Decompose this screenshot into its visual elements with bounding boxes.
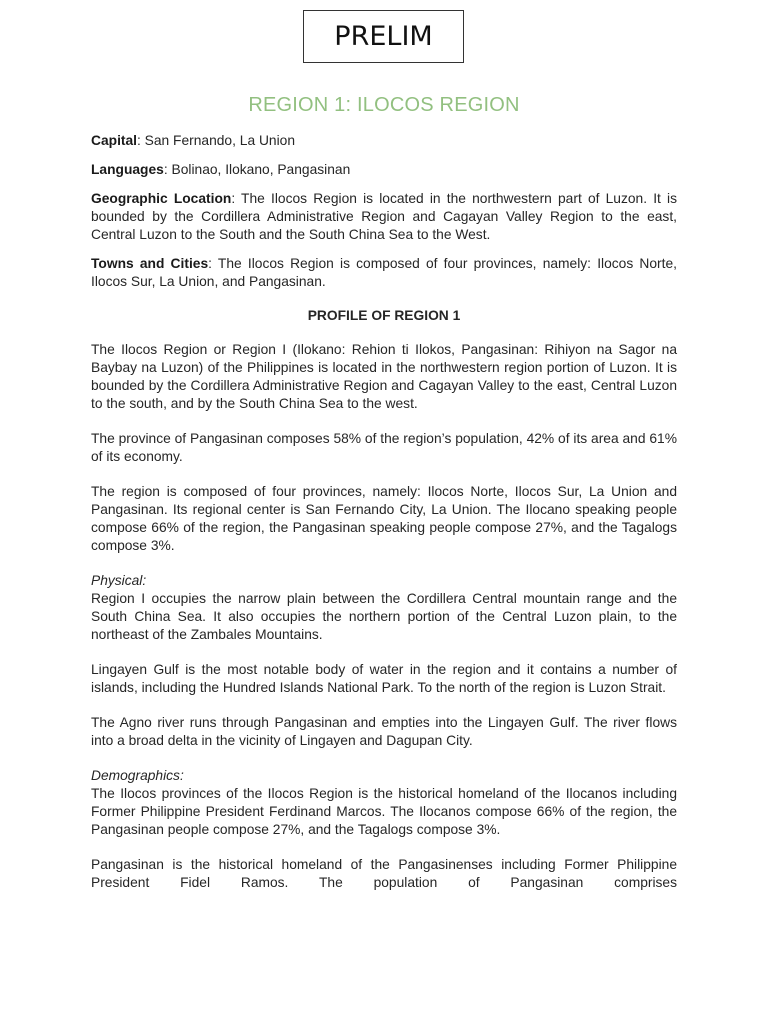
profile-paragraph: The province of Pangasinan composes 58% of the region’s population, 42% of its area and 61% of its economy.	[91, 431, 677, 464]
physical-paragraph: Region I occupies the narrow plain between the Cordillera Central mountain range and the South China Sea. It also occupies the northern portion of the Central Luzon plain, to the northeast of the Zambales Mountains.	[91, 591, 677, 642]
prelim-label-box	[303, 10, 464, 63]
fact-languages	[91, 161, 677, 179]
fact-towns-and-cities	[91, 255, 677, 291]
fact-geographic-location	[91, 190, 677, 244]
physical-heading: Physical:	[91, 573, 147, 588]
fact-text: : San Fernando, La Union	[137, 133, 296, 148]
demographics-paragraph: Pangasinan is the historical homeland of the Pangasinenses including Former Philippine President Fidel Ramos. The population of Pangasinan comprises	[91, 857, 677, 890]
profile-paragraph: The region is composed of four provinces, namely: Ilocos Norte, Ilocos Sur, La Union and Pangasinan. Its regional center is San Fernando City, La Union. The Ilocano speaking people compose 66% of the region, the Pangasinan speaking people compose 27%, and the Tagalogs compose 3%.	[91, 484, 677, 553]
demographics-paragraph: The Ilocos provinces of the Ilocos Region is the historical homeland of the Ilocanos including Former Philippine President Ferdinand Marcos. The Ilocanos compose 66% of the region, the Pangasinan people compose 27%, and the Tagalogs compose 3%.	[91, 786, 677, 837]
fact-text: : The Ilocos Region is composed of four provinces, namely: Ilocos Norte, Ilocos Sur, La Union, and Pangasinan.	[91, 256, 677, 289]
fact-text: : The Ilocos Region is located in the northwestern part of Luzon. It is bounded by the Cordillera Administrative Region and Cagayan Valley Region to the east, Central Luzon to the South and the South China Sea to the West.	[91, 191, 677, 242]
fact-capital	[91, 132, 677, 150]
physical-paragraph: The Agno river runs through Pangasinan and empties into the Lingayen Gulf. The river flows into a broad delta in the vicinity of Lingayen and Dagupan City.	[91, 715, 677, 748]
fact-label: Languages	[91, 162, 164, 177]
demographics-heading: Demographics:	[91, 768, 184, 783]
profile-heading: PROFILE OF REGION 1	[307, 308, 461, 323]
profile-paragraph: The Ilocos Region or Region I (Ilokano: Rehion ti Ilokos, Pangasinan: Rihiyon na Sagor na Baybay na Luzon) of the Philippines is located in the northwestern region portion of Luzon. It is bounded by the Cordillera Administrative Region and Cagayan Valley to the east, Central Luzon to the south, and by the South China Sea to the west.	[91, 342, 677, 411]
fact-label: Towns and Cities	[91, 256, 209, 271]
physical-paragraph: Lingayen Gulf is the most notable body of water in the region and it contains a number of islands, including the Hundred Islands National Park. To the north of the region is Luzon Strait.	[91, 662, 677, 695]
prelim-label: PRELIM	[334, 21, 433, 52]
document-body	[91, 132, 677, 892]
fact-label: Geographic Location	[91, 191, 232, 206]
fact-label: Capital	[91, 133, 137, 148]
page-title: REGION 1: ILOCOS REGION	[248, 94, 520, 116]
fact-text: : Bolinao, Ilokano, Pangasinan	[163, 162, 351, 177]
